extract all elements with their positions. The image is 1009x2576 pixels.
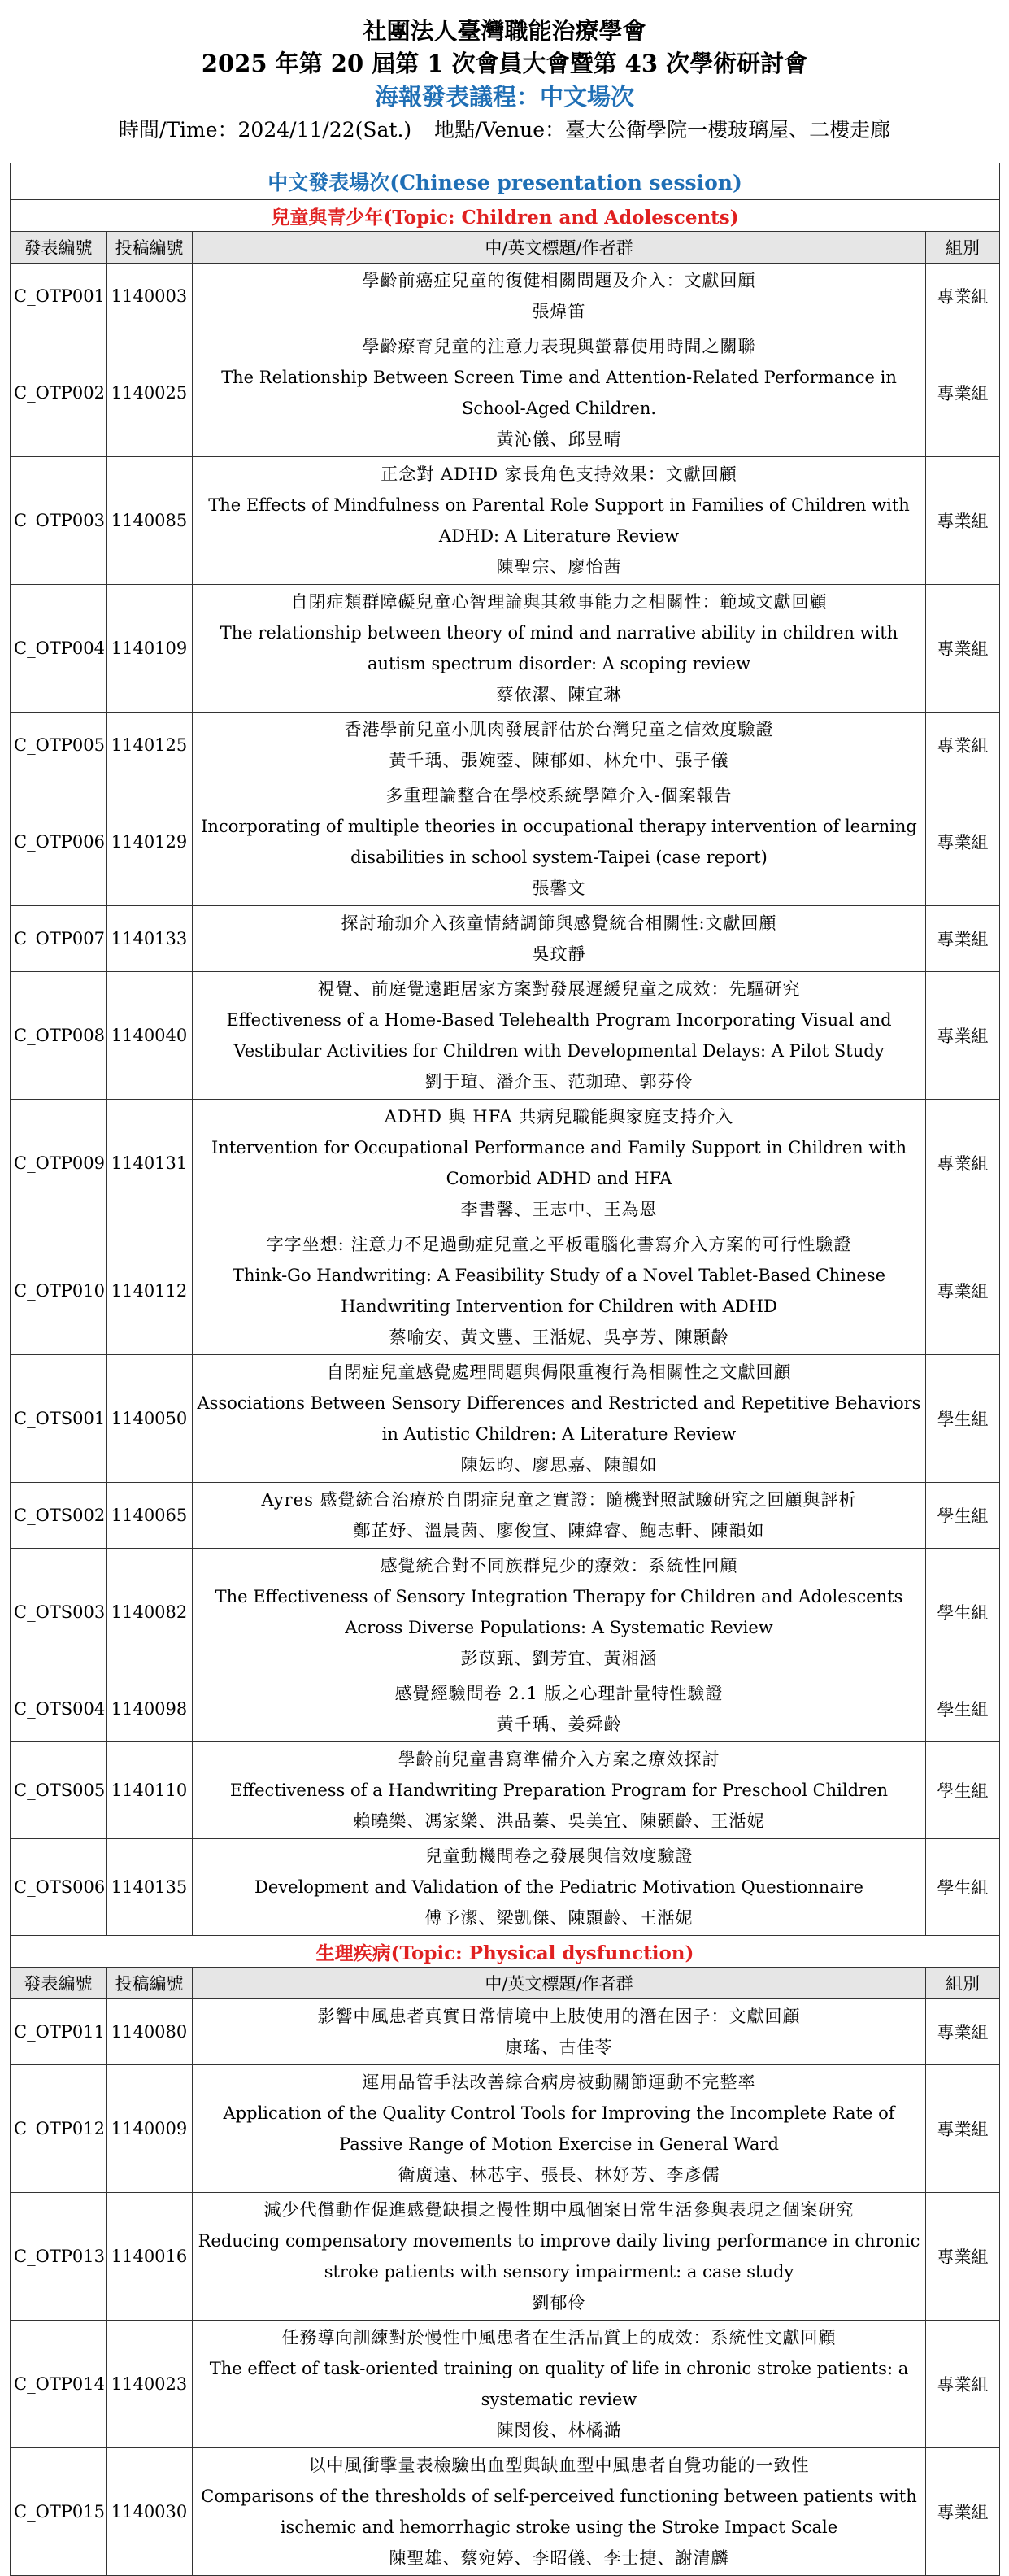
- chinese-title: 運用品管手法改善綜合病房被動關節運動不完整率: [362, 2073, 756, 2092]
- title-authors-cell: [193, 778, 926, 906]
- authors: 吳玟靜: [532, 944, 586, 964]
- presentation-id: C_OTP002: [11, 329, 107, 457]
- table-row: [11, 2321, 1000, 2448]
- presentation-id: C_OTS005: [11, 1742, 107, 1839]
- group-label: 學生組: [926, 1676, 1000, 1742]
- submission-id: 1140050: [107, 1355, 193, 1483]
- time-venue-line: [0, 116, 1009, 145]
- column-header-title: 中/英文標題/作者群: [193, 1968, 926, 1999]
- chinese-title: ADHD 與 HFA 共病兒職能與家庭支持介入: [384, 1107, 734, 1127]
- table-row: [11, 329, 1000, 457]
- submission-id: 1140135: [107, 1839, 193, 1936]
- title-authors-cell: [193, 1227, 926, 1355]
- english-title: Think-Go Handwriting: A Feasibility Study of a Novel Tablet-Based Chinese Handwriting Intervention for Children with ADHD: [232, 1266, 886, 1316]
- table-row: [11, 1549, 1000, 1676]
- table-row: [11, 1839, 1000, 1936]
- authors: 賴曉樂、馮家樂、洪品蓁、吳美宜、陳顥齡、王湉妮: [353, 1811, 765, 1831]
- authors: 蔡喻安、黃文豐、王湉妮、吳亭芳、陳顥齡: [389, 1327, 729, 1347]
- group-label: 學生組: [926, 1483, 1000, 1549]
- chinese-title: 任務導向訓練對於慢性中風患者在生活品質上的成效：系統性文獻回顧: [281, 2328, 837, 2347]
- authors: 劉于瑄、潘介玉、范珈瑋、郭芬伶: [424, 1072, 694, 1092]
- column-header-submission: 投稿編號: [107, 1968, 193, 1999]
- presentation-id: C_OTP007: [11, 906, 107, 972]
- table-row: [11, 1355, 1000, 1483]
- submission-id: 1140112: [107, 1227, 193, 1355]
- group-label: 專業組: [926, 1100, 1000, 1227]
- title-authors-cell: [193, 2065, 926, 2193]
- chinese-title: 以中風衝擊量表檢驗出血型與缺血型中風患者自覺功能的一致性: [308, 2456, 810, 2475]
- group-label: 專業組: [926, 585, 1000, 713]
- title-authors-cell: [193, 713, 926, 778]
- chinese-title: 學齡前兒童書寫準備介入方案之療效探討: [398, 1750, 720, 1769]
- submission-id: 1140003: [107, 264, 193, 329]
- column-header-submission: 投稿編號: [107, 232, 193, 264]
- presentation-id: C_OTP014: [11, 2321, 107, 2448]
- english-title: Effectiveness of a Home-Based Telehealth Program Incorporating Visual and Vestibular Activities for Children with Developmental Delays: A Pilot Study: [226, 1010, 892, 1061]
- title-authors-cell: [193, 2321, 926, 2448]
- chinese-title: 探討瑜珈介入孩童情緒調節與感覺統合相關性:文獻回顧: [341, 913, 777, 933]
- table-row: [11, 906, 1000, 972]
- table-row: [11, 778, 1000, 906]
- authors: 陳聖宗、廖怡茜: [496, 557, 622, 577]
- submission-id: 1140040: [107, 972, 193, 1100]
- event-time: 時間/Time：2024/11/22(Sat.): [118, 118, 412, 142]
- session-title: 中文發表場次(Chinese presentation session): [11, 163, 1000, 200]
- title-authors-cell: [193, 1676, 926, 1742]
- title-authors-cell: [193, 1999, 926, 2065]
- authors: 張煒笛: [532, 302, 586, 321]
- chinese-title: 學齡前癌症兒童的復健相關問題及介入：文獻回顧: [362, 271, 756, 290]
- table-row: [11, 2193, 1000, 2321]
- presentation-id: C_OTP011: [11, 1999, 107, 2065]
- authors: 劉郁伶: [532, 2293, 586, 2312]
- english-title: The Relationship Between Screen Time and Attention-Related Performance in School-Aged Children.: [221, 368, 897, 418]
- agenda-header: [0, 0, 1009, 145]
- agenda-title: 海報發表議程：中文場次: [374, 83, 634, 111]
- english-title: Incorporating of multiple theories in occupational therapy intervention of learning disabilities in school system-Taipei (case report): [201, 817, 917, 867]
- table-row: [11, 1100, 1000, 1227]
- chinese-title: 香港學前兒童小肌肉發展評估於台灣兒童之信效度驗證: [344, 720, 774, 739]
- submission-id: 1140080: [107, 1999, 193, 2065]
- presentation-id: C_OTS001: [11, 1355, 107, 1483]
- authors: 黃千瑀、姜舜齡: [496, 1715, 622, 1734]
- presentation-id: C_OTP009: [11, 1100, 107, 1227]
- chinese-title: 自閉症類群障礙兒童心智理論與其敘事能力之相關性：範域文獻回顧: [290, 592, 828, 612]
- title-authors-cell: [193, 972, 926, 1100]
- presentation-id: C_OTS004: [11, 1676, 107, 1742]
- english-title: Development and Validation of the Pediatric Motivation Questionnaire: [254, 1877, 863, 1897]
- column-header-group: 組別: [926, 1968, 1000, 1999]
- authors: 鄭芷妤、溫晨茵、廖俊宣、陳緯睿、鮑志軒、陳韻如: [353, 1521, 765, 1541]
- submission-id: 1140131: [107, 1100, 193, 1227]
- chinese-title: 視覺、前庭覺遠距居家方案對發展遲緩兒童之成效：先驅研究: [317, 979, 801, 999]
- title-authors-cell: [193, 1549, 926, 1676]
- submission-id: 1140109: [107, 585, 193, 713]
- topic-title: 兒童與青少年(Topic: Children and Adolescents): [11, 200, 1000, 232]
- table-row: [11, 585, 1000, 713]
- english-title: Comparisons of the thresholds of self-perceived functioning between patients with ischemic and hemorrhagic stroke using the Stroke Impact Scale: [201, 2487, 917, 2537]
- authors: 陳聖雄、蔡宛婷、李昭儀、李士捷、謝清麟: [389, 2548, 729, 2568]
- authors: 陳妘昀、廖思嘉、陳韻如: [460, 1455, 658, 1475]
- presentation-id: C_OTP013: [11, 2193, 107, 2321]
- presentation-id: C_OTP008: [11, 972, 107, 1100]
- table-row: [11, 264, 1000, 329]
- table-row: [11, 1742, 1000, 1839]
- organization-name: 社團法人臺灣職能治療學會: [363, 17, 646, 45]
- column-header-row: [11, 1968, 1000, 1999]
- submission-id: 1140023: [107, 2321, 193, 2448]
- event-title: 2025 年第 20 屆第 1 次會員大會暨第 43 次學術研討會: [201, 50, 808, 77]
- authors: 傅予潔、梁凱傑、陳顥齡、王湉妮: [424, 1908, 694, 1928]
- title-authors-cell: [193, 906, 926, 972]
- authors: 康瑤、古佳苓: [505, 2038, 613, 2057]
- title-authors-cell: [193, 585, 926, 713]
- column-header-id: 發表編號: [11, 1968, 107, 1999]
- english-title: Effectiveness of a Handwriting Preparation Program for Preschool Children: [229, 1781, 889, 1800]
- group-label: 專業組: [926, 713, 1000, 778]
- presentation-id: C_OTP003: [11, 457, 107, 585]
- presentation-id: C_OTP004: [11, 585, 107, 713]
- event-venue: 地點/Venue：臺大公衛學院一樓玻璃屋、二樓走廊: [434, 118, 891, 142]
- column-header-id: 發表編號: [11, 232, 107, 264]
- group-label: 專業組: [926, 2193, 1000, 2321]
- presentation-id: C_OTP015: [11, 2448, 107, 2576]
- chinese-title: 自閉症兒童感覺處理問題與侷限重複行為相關性之文獻回顧: [326, 1362, 792, 1382]
- submission-id: 1140009: [107, 2065, 193, 2193]
- submission-id: 1140085: [107, 457, 193, 585]
- group-label: 專業組: [926, 2448, 1000, 2576]
- chinese-title: 感覺經驗問卷 2.1 版之心理計量特性驗證: [394, 1684, 724, 1703]
- table-row: [11, 972, 1000, 1100]
- chinese-title: 兒童動機問卷之發展與信效度驗證: [424, 1846, 694, 1866]
- chinese-title: 學齡療育兒童的注意力表現與螢幕使用時間之關聯: [362, 337, 756, 356]
- authors: 李書馨、王志中、王為恩: [460, 1200, 658, 1219]
- title-authors-cell: [193, 1100, 926, 1227]
- chinese-title: 感覺統合對不同族群兒少的療效：系統性回顧: [380, 1556, 738, 1576]
- presentation-id: C_OTP005: [11, 713, 107, 778]
- table-row: [11, 1999, 1000, 2065]
- chinese-title: 字字坐想: 注意力不足過動症兒童之平板電腦化書寫介入方案的可行性驗證: [266, 1235, 852, 1254]
- presentation-id: C_OTS006: [11, 1839, 107, 1936]
- authors: 黃沁儀、邱昱晴: [496, 429, 622, 449]
- group-label: 學生組: [926, 1742, 1000, 1839]
- column-header-row: [11, 232, 1000, 264]
- chinese-title: Ayres 感覺統合治療於自閉症兒童之實證：隨機對照試驗研究之回顧與評析: [261, 1490, 857, 1510]
- presentation-id: C_OTS003: [11, 1549, 107, 1676]
- submission-id: 1140025: [107, 329, 193, 457]
- group-label: 學生組: [926, 1839, 1000, 1936]
- chinese-title: 減少代償動作促進感覺缺損之慢性期中風個案日常生活參與表現之個案研究: [263, 2200, 855, 2220]
- title-authors-cell: [193, 1742, 926, 1839]
- table-row: [11, 2448, 1000, 2576]
- title-authors-cell: [193, 457, 926, 585]
- group-label: 專業組: [926, 329, 1000, 457]
- table-row: [11, 1483, 1000, 1549]
- table-row: [11, 1676, 1000, 1742]
- submission-id: 1140065: [107, 1483, 193, 1549]
- submission-id: 1140125: [107, 713, 193, 778]
- authors: 黃千瑀、張婉蓥、陳郁如、林允中、張子儀: [389, 751, 729, 770]
- submission-id: 1140133: [107, 906, 193, 972]
- title-authors-cell: [193, 329, 926, 457]
- title-authors-cell: [193, 1355, 926, 1483]
- title-authors-cell: [193, 264, 926, 329]
- presentation-id: C_OTP012: [11, 2065, 107, 2193]
- presentation-id: C_OTP001: [11, 264, 107, 329]
- group-label: 專業組: [926, 2065, 1000, 2193]
- group-label: 學生組: [926, 1355, 1000, 1483]
- chinese-title: 影響中風患者真實日常情境中上肢使用的潛在因子：文獻回顧: [317, 2007, 801, 2026]
- table-row: [11, 2065, 1000, 2193]
- english-title: Intervention for Occupational Performance and Family Support in Children with Comorbid ADHD and HFA: [211, 1138, 907, 1188]
- submission-id: 1140030: [107, 2448, 193, 2576]
- submission-id: 1140129: [107, 778, 193, 906]
- group-label: 專業組: [926, 457, 1000, 585]
- group-label: 專業組: [926, 1999, 1000, 2065]
- presentation-id: C_OTP010: [11, 1227, 107, 1355]
- group-label: 專業組: [926, 778, 1000, 906]
- authors: 陳閔俊、林橘澔: [496, 2421, 622, 2440]
- submission-id: 1140082: [107, 1549, 193, 1676]
- english-title: The relationship between theory of mind and narrative ability in children with autism spectrum disorder: A scoping review: [220, 623, 898, 673]
- table-row: [11, 1227, 1000, 1355]
- group-label: 專業組: [926, 972, 1000, 1100]
- topic-title: 生理疾病(Topic: Physical dysfunction): [11, 1936, 1000, 1968]
- authors: 蔡依潔、陳宜琳: [496, 685, 622, 704]
- group-label: 專業組: [926, 264, 1000, 329]
- column-header-group: 組別: [926, 232, 1000, 264]
- group-label: 專業組: [926, 2321, 1000, 2448]
- english-title: The effect of task-oriented training on quality of life in chronic stroke patients: a systematic review: [209, 2359, 909, 2409]
- title-authors-cell: [193, 2193, 926, 2321]
- table-row: [11, 457, 1000, 585]
- english-title: Application of the Quality Control Tools for Improving the Incomplete Rate of Passive Range of Motion Exercise in General Ward: [223, 2103, 895, 2154]
- title-authors-cell: [193, 1839, 926, 1936]
- submission-id: 1140110: [107, 1742, 193, 1839]
- title-authors-cell: [193, 2448, 926, 2576]
- table-row: [11, 713, 1000, 778]
- english-title: The Effects of Mindfulness on Parental Role Support in Families of Children with ADHD: A Literature Review: [208, 495, 910, 546]
- group-label: 學生組: [926, 1549, 1000, 1676]
- chinese-title: 正念對 ADHD 家長角色支持效果：文獻回顧: [381, 464, 737, 484]
- authors: 張馨文: [532, 878, 586, 898]
- presentation-id: C_OTS002: [11, 1483, 107, 1549]
- english-title: Reducing compensatory movements to improve daily living performance in chronic stroke patients with sensory impairment: a case study: [198, 2231, 920, 2282]
- presentation-id: C_OTP006: [11, 778, 107, 906]
- poster-schedule-table: [10, 163, 1000, 2576]
- english-title: Associations Between Sensory Differences and Restricted and Repetitive Behaviors in Autistic Children: A Literature Review: [197, 1393, 921, 1444]
- chinese-title: 多重理論整合在學校系統學障介入-個案報告: [385, 786, 733, 805]
- group-label: 專業組: [926, 906, 1000, 972]
- group-label: 專業組: [926, 1227, 1000, 1355]
- column-header-title: 中/英文標題/作者群: [193, 232, 926, 264]
- submission-id: 1140098: [107, 1676, 193, 1742]
- english-title: The Effectiveness of Sensory Integration Therapy for Children and Adolescents Across Diverse Populations: A Systematic Review: [215, 1587, 903, 1637]
- authors: 衛廣遠、林芯宇、張長、林妤芳、李彥儒: [398, 2165, 720, 2185]
- submission-id: 1140016: [107, 2193, 193, 2321]
- authors: 彭苡甄、劉芳宜、黃湘涵: [460, 1649, 658, 1668]
- title-authors-cell: [193, 1483, 926, 1549]
